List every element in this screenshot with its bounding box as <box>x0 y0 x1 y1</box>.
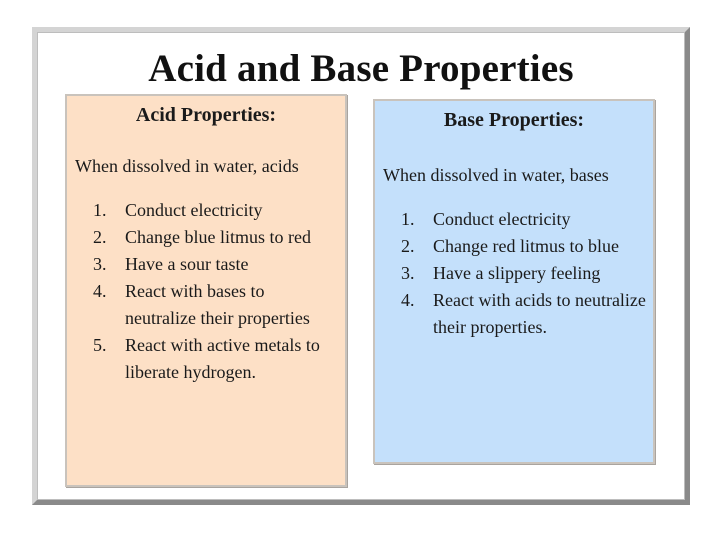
base-properties-panel <box>373 99 655 464</box>
base-properties-list <box>375 206 653 341</box>
list-item: 2. Change blue litmus to red <box>93 227 311 247</box>
list-item: 3. Have a slippery feeling <box>401 263 601 283</box>
acid-properties-panel <box>65 94 347 487</box>
acid-intro-text: When dissolved in water, acids <box>75 156 299 176</box>
list-item: 1. Conduct electricity <box>401 209 571 229</box>
base-properties-heading: Base Properties: <box>443 109 585 131</box>
list-item: 2. Change red litmus to blue <box>401 236 619 256</box>
list-item: 4. React with bases to neutralize their properties <box>93 281 310 328</box>
slide-frame <box>32 27 690 505</box>
list-item: 4. React with acids to neutralize their properties. <box>401 290 646 337</box>
acid-properties-heading: Acid Properties: <box>135 104 277 126</box>
list-item: 1. Conduct electricity <box>93 200 263 220</box>
list-item: 3. Have a sour taste <box>93 254 249 274</box>
acid-properties-list <box>67 197 345 386</box>
list-item: 5. React with active metals to liberate hydrogen. <box>93 335 320 382</box>
base-intro-text: When dissolved in water, bases <box>383 165 609 185</box>
slide-title: Acid and Base Properties <box>148 47 574 90</box>
